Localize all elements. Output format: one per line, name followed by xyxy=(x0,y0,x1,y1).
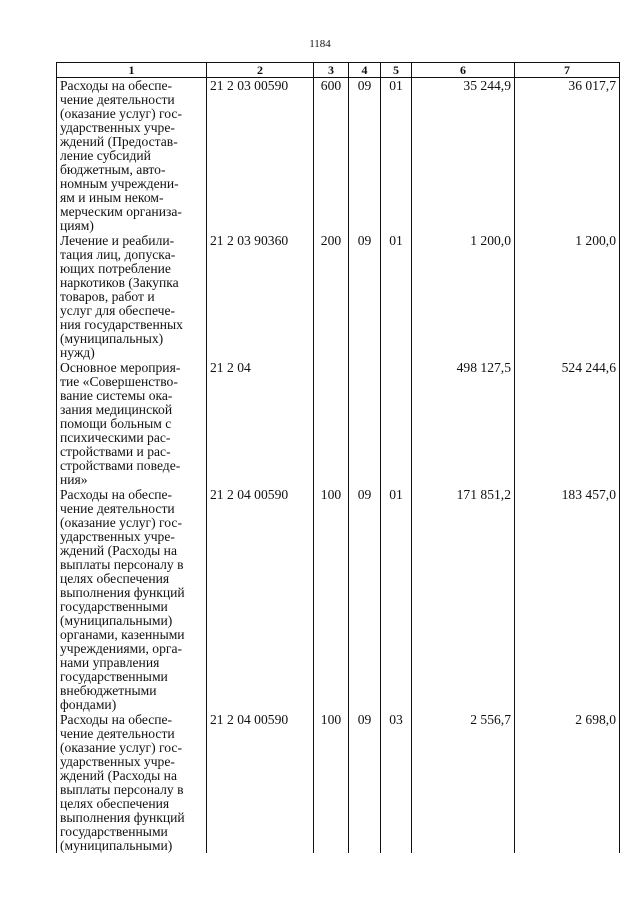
row-expense-type xyxy=(314,360,349,487)
row-name-line: выполнения функций xyxy=(60,810,185,825)
row-name-line: Расходы на обеспе- xyxy=(60,712,173,727)
row-name-line: нужд) xyxy=(60,345,95,360)
table-row xyxy=(57,78,620,234)
table-row xyxy=(57,487,620,712)
row-name-line: ление субсидий xyxy=(60,148,151,163)
row-name xyxy=(57,360,207,487)
row-name xyxy=(57,712,207,853)
row-name-line: учреждениями, орга- xyxy=(60,641,183,656)
row-name-line: номным учреждени- xyxy=(60,176,179,191)
row-name-line: чение деятельности xyxy=(60,726,175,741)
row-name-line: целях обеспечения xyxy=(60,571,170,586)
row-amount-year2: 2 698,0 xyxy=(515,712,620,853)
row-subsection xyxy=(381,360,412,487)
row-name-line: выплаты персоналу в xyxy=(60,782,184,797)
budget-table xyxy=(56,62,620,853)
row-name-line: органами, казенными xyxy=(60,627,185,642)
row-name-line: Расходы на обеспе- xyxy=(60,487,173,502)
col-header-6: 6 xyxy=(412,63,515,78)
col-header-3: 3 xyxy=(314,63,349,78)
table-row xyxy=(57,360,620,487)
row-code: 21 2 03 90360 xyxy=(207,233,314,360)
col-header-2: 2 xyxy=(207,63,314,78)
row-name-line: ждений (Расходы на xyxy=(60,768,177,783)
col-header-5: 5 xyxy=(381,63,412,78)
row-name-line: целях обеспечения xyxy=(60,796,170,811)
row-section: 09 xyxy=(349,487,381,712)
row-name-line: бюджетным, авто- xyxy=(60,162,166,177)
row-name-line: психическими рас- xyxy=(60,430,171,445)
row-code: 21 2 04 00590 xyxy=(207,712,314,853)
row-name-line: мерческим организа- xyxy=(60,204,182,219)
row-section: 09 xyxy=(349,712,381,853)
row-name-line: выполнения функций xyxy=(60,585,185,600)
row-name-line: чение деятельности xyxy=(60,92,175,107)
row-name-line: (муниципальными) xyxy=(60,613,173,628)
row-section xyxy=(349,360,381,487)
row-amount-year2: 183 457,0 xyxy=(515,487,620,712)
row-name-line: стройствами и рас- xyxy=(60,444,171,459)
row-name-line: ждений (Предостав- xyxy=(60,134,178,149)
row-amount-year1: 35 244,9 xyxy=(412,78,515,234)
row-name-line: ющих потребление xyxy=(60,261,171,276)
row-name-line: Основное мероприя- xyxy=(60,360,181,375)
col-header-1: 1 xyxy=(57,63,207,78)
row-name-line: Лечение и реабили- xyxy=(60,233,175,248)
row-subsection: 01 xyxy=(381,78,412,234)
row-subsection: 01 xyxy=(381,233,412,360)
row-name-line: государственными xyxy=(60,599,168,614)
row-name-line: ударственных учре- xyxy=(60,754,175,769)
row-name-line: выплаты персоналу в xyxy=(60,557,184,572)
row-name-line: (муниципальными) xyxy=(60,838,173,853)
row-amount-year2: 1 200,0 xyxy=(515,233,620,360)
row-name-line: ям и иным неком- xyxy=(60,190,164,205)
row-name-line: циям) xyxy=(60,218,94,233)
row-name-line: государственными xyxy=(60,824,168,839)
row-name-line: услуг для обеспече- xyxy=(60,303,176,318)
row-name-line: стройствами поведе- xyxy=(60,458,181,473)
row-name-line: товаров, работ и xyxy=(60,289,155,304)
row-amount-year1: 2 556,7 xyxy=(412,712,515,853)
row-amount-year2: 36 017,7 xyxy=(515,78,620,234)
row-amount-year2: 524 244,6 xyxy=(515,360,620,487)
row-name-line: вание системы ока- xyxy=(60,388,173,403)
row-name-line: (оказание услуг) гос- xyxy=(60,740,182,755)
row-name-line: ния» xyxy=(60,472,88,487)
row-name-line: (оказание услуг) гос- xyxy=(60,106,182,121)
row-name xyxy=(57,233,207,360)
row-name-line: ударственных учре- xyxy=(60,120,175,135)
row-amount-year1: 171 851,2 xyxy=(412,487,515,712)
row-name-line: ждений (Расходы на xyxy=(60,543,177,558)
row-name-line: помощи больным с xyxy=(60,416,172,431)
row-code: 21 2 04 xyxy=(207,360,314,487)
row-code: 21 2 04 00590 xyxy=(207,487,314,712)
col-header-4: 4 xyxy=(349,63,381,78)
row-expense-type: 100 xyxy=(314,712,349,853)
row-name-line: тие «Совершенство- xyxy=(60,374,178,389)
row-name-line: фондами) xyxy=(60,697,117,712)
row-name-line: наркотиков (Закупка xyxy=(60,275,179,290)
row-name-line: (оказание услуг) гос- xyxy=(60,515,182,530)
row-name-line: тация лиц, допуска- xyxy=(60,247,176,262)
row-subsection: 01 xyxy=(381,487,412,712)
row-name-line: ударственных учре- xyxy=(60,529,175,544)
row-amount-year1: 1 200,0 xyxy=(412,233,515,360)
row-expense-type: 100 xyxy=(314,487,349,712)
table-row xyxy=(57,233,620,360)
header-row xyxy=(57,63,620,78)
row-name xyxy=(57,487,207,712)
row-expense-type: 600 xyxy=(314,78,349,234)
row-amount-year1: 498 127,5 xyxy=(412,360,515,487)
row-expense-type: 200 xyxy=(314,233,349,360)
row-name-line: Расходы на обеспе- xyxy=(60,78,173,93)
row-name-line: (муниципальных) xyxy=(60,331,164,346)
row-name-line: внебюджетными xyxy=(60,683,157,698)
table-row xyxy=(57,712,620,853)
row-name xyxy=(57,78,207,234)
row-name-line: чение деятельности xyxy=(60,501,175,516)
row-name-line: нами управления xyxy=(60,655,160,670)
row-code: 21 2 03 00590 xyxy=(207,78,314,234)
row-section: 09 xyxy=(349,78,381,234)
row-name-line: ния государственных xyxy=(60,317,183,332)
row-name-line: зания медицинской xyxy=(60,402,173,417)
row-section: 09 xyxy=(349,233,381,360)
row-name-line: государственными xyxy=(60,669,168,684)
row-subsection: 03 xyxy=(381,712,412,853)
page-number: 1184 xyxy=(309,38,331,50)
col-header-7: 7 xyxy=(515,63,620,78)
